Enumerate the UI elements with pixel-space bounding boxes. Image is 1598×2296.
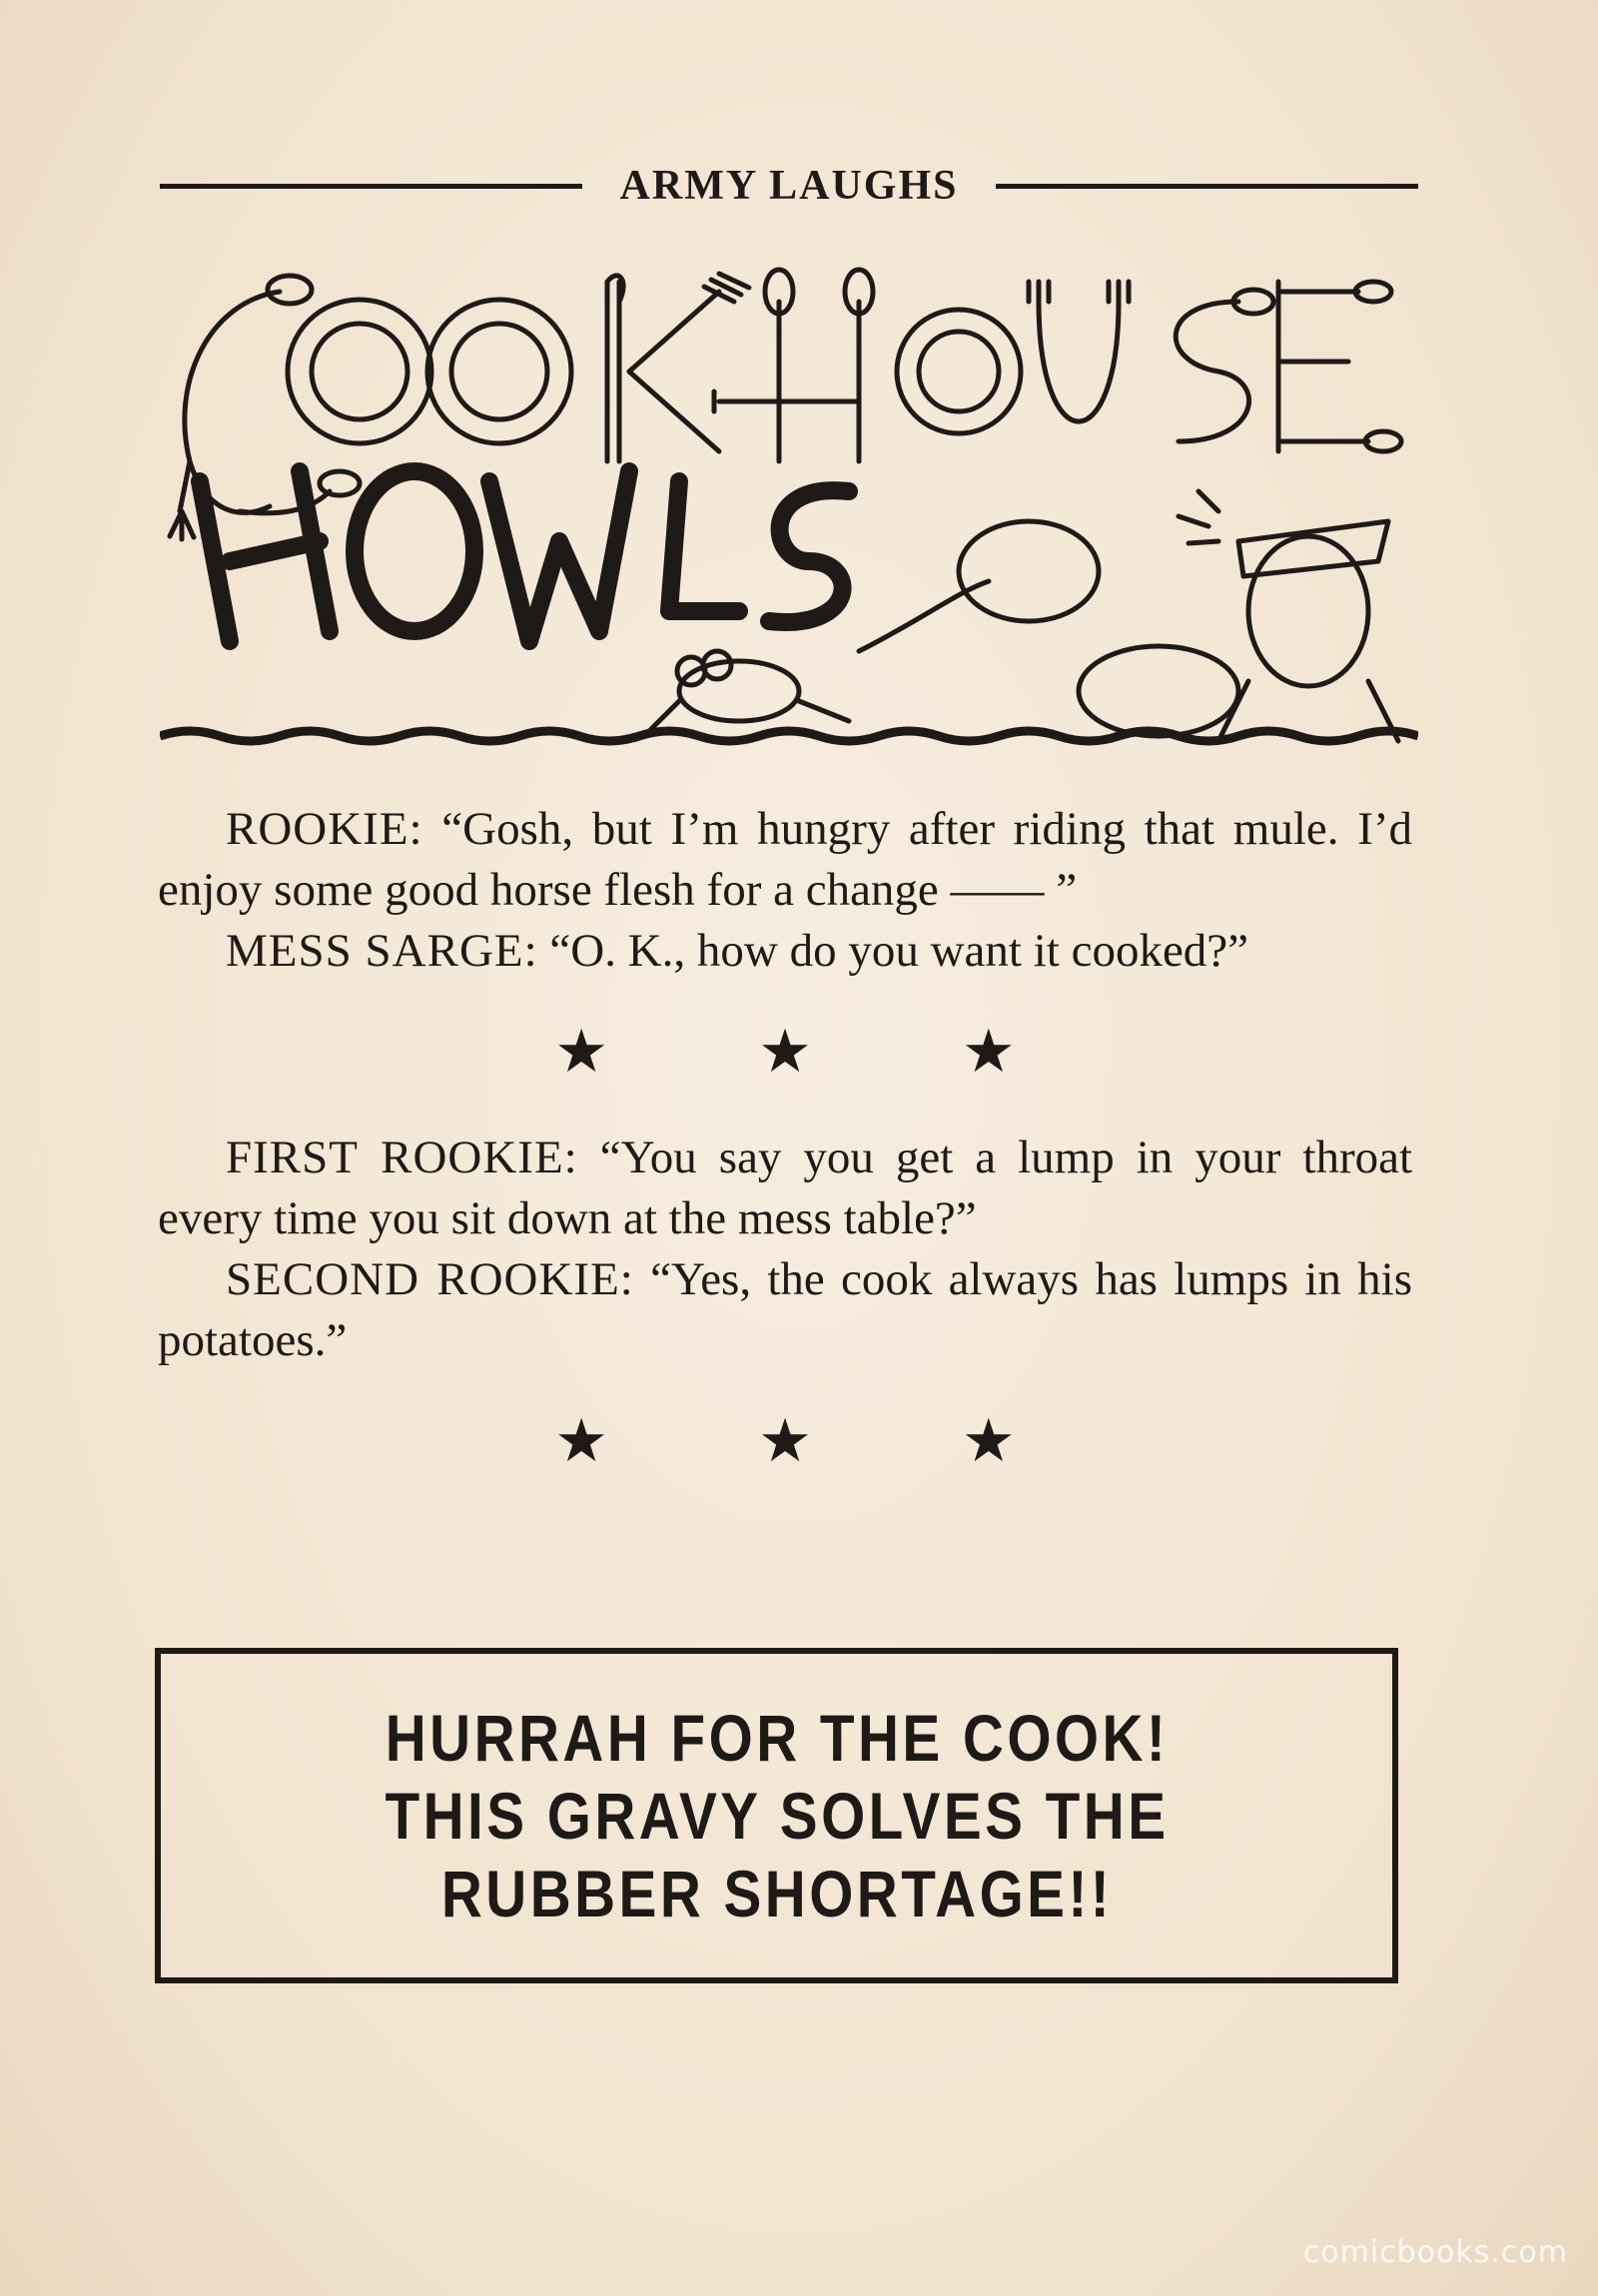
star-separator: [158, 1019, 1412, 1085]
joke-2: [158, 1128, 1412, 1371]
header-rule-right: [996, 184, 1418, 189]
joke-line: [158, 921, 1412, 982]
star-icon: ★: [961, 1408, 1016, 1474]
sarge-face: [1248, 536, 1368, 686]
caption-text: HURRAH FOR THE COOK! THIS GRAVY SOLVES THE RUBBER SHORTAGE!!: [384, 1701, 1170, 1930]
frog-body: [679, 661, 799, 721]
flying-plate: [959, 521, 1099, 621]
letter-u-fork: [1039, 302, 1119, 421]
plate-o3: [897, 310, 1021, 433]
letter-h: [200, 471, 330, 641]
letter-k-knife: [607, 276, 623, 461]
star-separator: [158, 1408, 1412, 1474]
joke-1: [158, 799, 1412, 982]
letter-w: [489, 471, 629, 641]
letter-o: [355, 471, 474, 631]
star-icon: ★: [758, 1019, 812, 1085]
letter-s: [769, 490, 849, 622]
speaker-label: SECOND ROOKIE:: [226, 1253, 634, 1305]
header-rule-left: [160, 184, 582, 189]
joke-text: “You say you get a lump in your throat every time you sit down at the mess table?”: [158, 1132, 1413, 1244]
joke-text: “O. K., how do you want it cooked?”: [549, 925, 1249, 977]
joke-text: “Gosh, but I’m hungry after riding that mule. I’d enjoy some good horse flesh for a change —— ”: [158, 803, 1412, 916]
joke-text: “Yes, the cook always has lumps in his potatoes.”: [158, 1253, 1412, 1366]
star-icon: ★: [961, 1019, 1016, 1085]
letter-l: [669, 481, 739, 611]
speaker-label: ROOKIE:: [226, 803, 423, 855]
banner-illustration: [160, 262, 1418, 761]
joke-line: [158, 1249, 1412, 1371]
jokes-section: [158, 799, 1412, 1517]
star-icon: ★: [554, 1019, 609, 1085]
page-header: [160, 160, 1418, 212]
cookhouse-howls-banner: [160, 262, 1418, 761]
wavy-underline: [160, 731, 1418, 741]
header-title: ARMY LAUGHS: [619, 163, 959, 209]
letter-e-utensils: [1278, 282, 1368, 451]
speaker-label: MESS SARGE:: [226, 925, 538, 977]
watermark: comicbooks.com: [1302, 2235, 1568, 2270]
pie-bowl: [1079, 646, 1238, 736]
letter-s-spoon: [1176, 302, 1248, 441]
joke-line: [158, 799, 1412, 921]
joke-line: [158, 1128, 1412, 1249]
star-icon: ★: [554, 1408, 609, 1474]
speaker-label: FIRST ROOKIE:: [226, 1132, 578, 1183]
star-icon: ★: [758, 1408, 812, 1474]
caption-box: [155, 1648, 1398, 1983]
